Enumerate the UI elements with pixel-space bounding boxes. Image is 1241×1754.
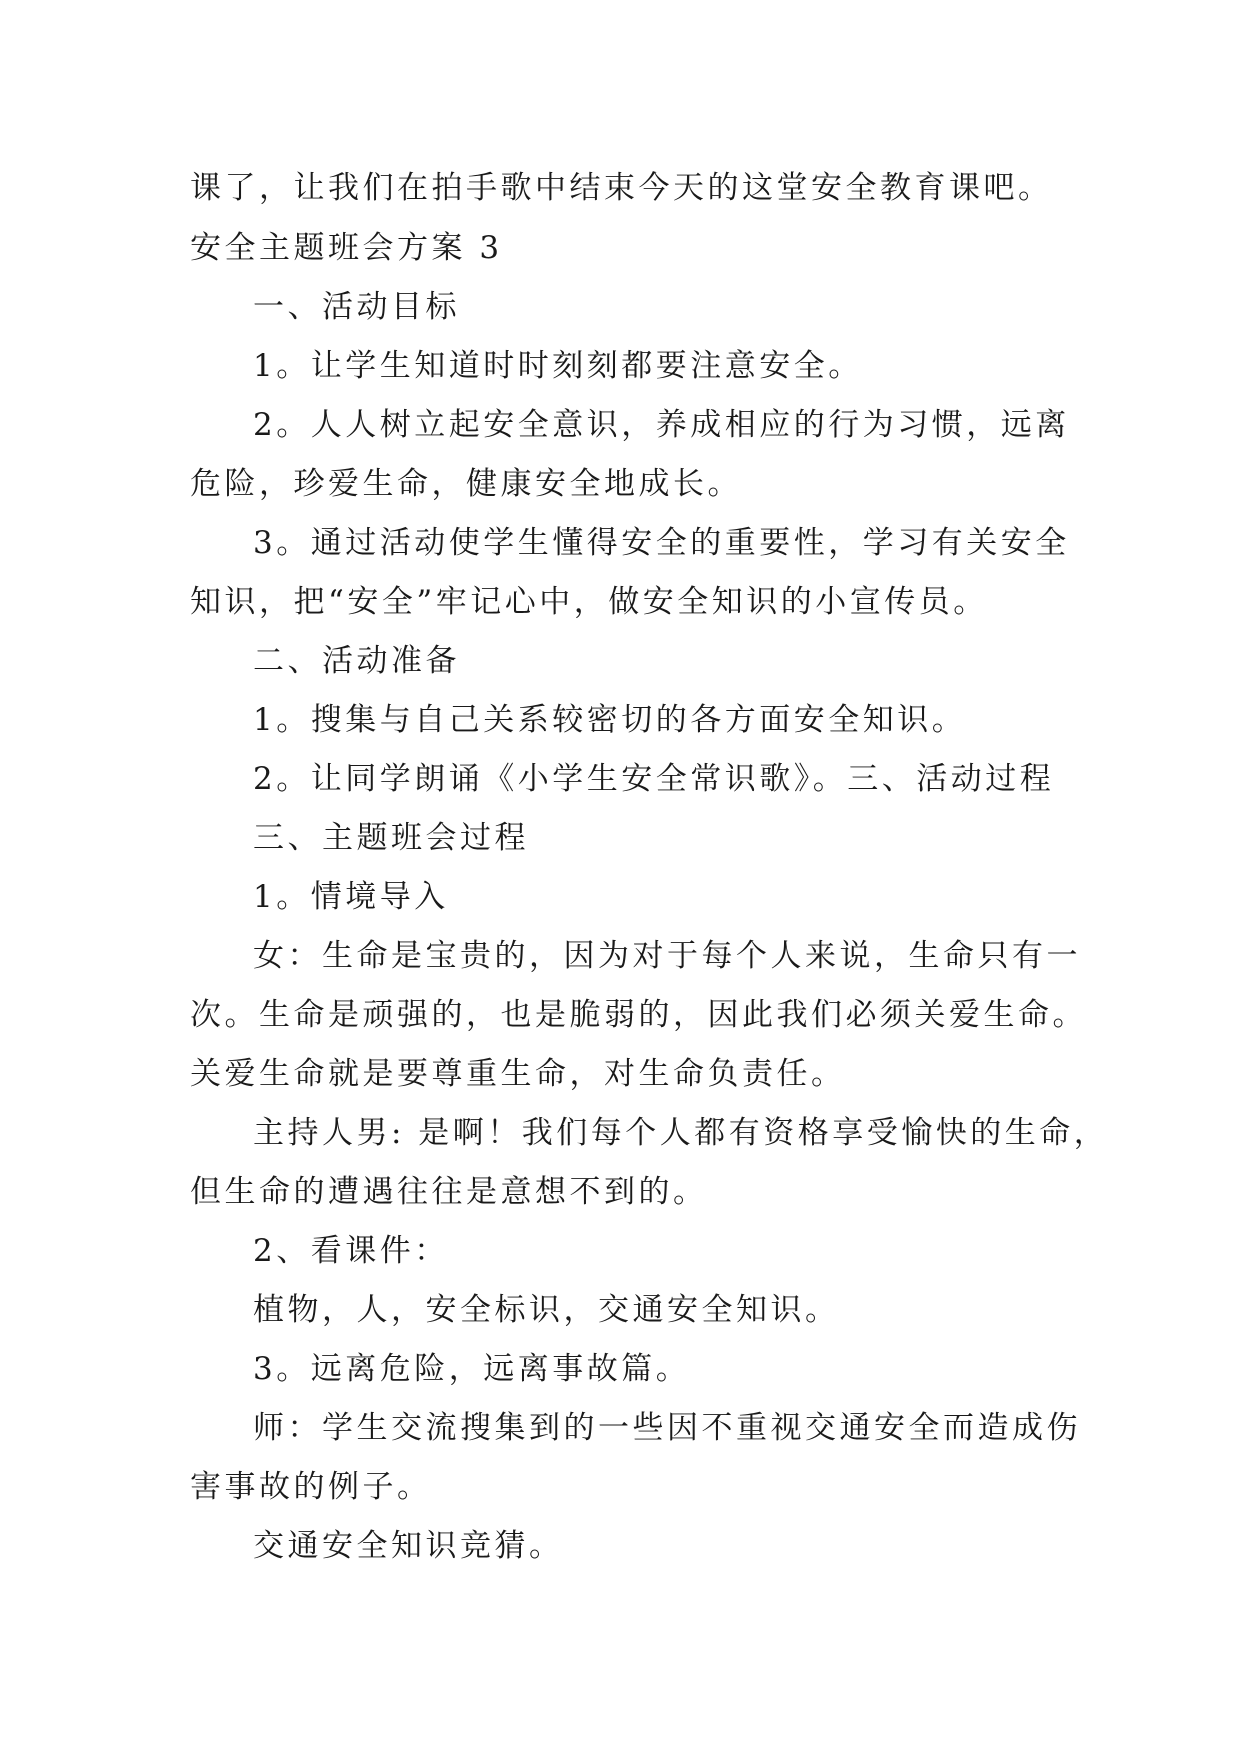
body-text-line: 害事故的例子。 bbox=[190, 1469, 432, 1505]
body-text-line: 但生命的遭遇往往是意想不到的。 bbox=[190, 1174, 708, 1210]
body-text-line: 女：生命是宝贵的，因为对于每个人来说，生命只有一 bbox=[253, 938, 1081, 974]
body-text-line: 知识，把“安全”牢记心中，做安全知识的小宣传员。 bbox=[190, 584, 988, 620]
section-heading: 安全主题班会方案 3 bbox=[190, 230, 503, 266]
subheading-activity-goals: 一、活动目标 bbox=[253, 289, 460, 325]
subheading-activity-prep: 二、活动准备 bbox=[253, 643, 460, 679]
body-text-line: 危险，珍爱生命，健康安全地成长。 bbox=[190, 466, 742, 502]
body-text-line: 植物，人，安全标识，交通安全知识。 bbox=[253, 1292, 840, 1328]
list-item: 1。让学生知道时时刻刻都要注意安全。 bbox=[253, 348, 863, 384]
list-item: 2。让同学朗诵《小学生安全常识歌》。三、活动过程 bbox=[253, 761, 1055, 797]
body-text-line: 师：学生交流搜集到的一些因不重视交通安全而造成伤 bbox=[253, 1410, 1081, 1446]
subheading-meeting-process: 三、主题班会过程 bbox=[253, 820, 529, 856]
list-item: 1。情境导入 bbox=[253, 879, 449, 915]
list-item: 2。人人树立起安全意识，养成相应的行为习惯，远离 bbox=[253, 407, 1070, 443]
body-text-line: 关爱生命就是要尊重生命，对生命负责任。 bbox=[190, 1056, 846, 1092]
list-item: 1。搜集与自己关系较密切的各方面安全知识。 bbox=[253, 702, 967, 738]
list-item: 3。通过活动使学生懂得安全的重要性，学习有关安全 bbox=[253, 525, 1070, 561]
body-text-line: 主持人男: 是啊！我们每个人都有资格享受愉快的生命， bbox=[253, 1115, 1109, 1151]
list-item: 2、看课件： bbox=[253, 1233, 449, 1269]
list-item: 3。远离危险，远离事故篇。 bbox=[253, 1351, 691, 1387]
body-text-line: 交通安全知识竞猜。 bbox=[253, 1528, 564, 1564]
body-text-line: 课了，让我们在拍手歌中结束今天的这堂安全教育课吧。 bbox=[190, 170, 1053, 206]
body-text-line: 次。生命是顽强的，也是脆弱的，因此我们必须关爱生命。 bbox=[190, 997, 1087, 1033]
